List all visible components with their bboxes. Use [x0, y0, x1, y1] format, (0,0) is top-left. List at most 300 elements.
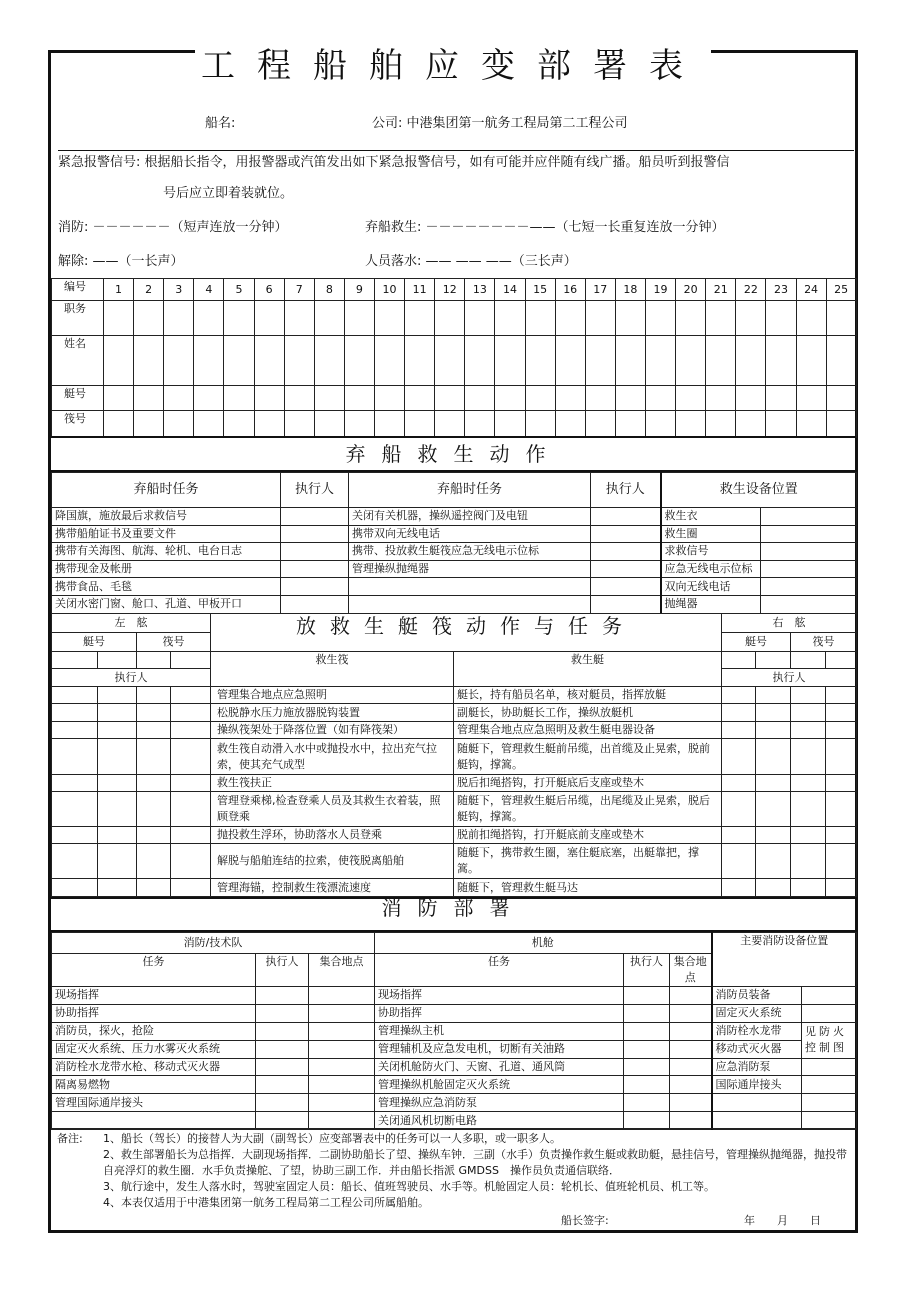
crew-entry-cell[interactable]	[465, 386, 495, 411]
table-row	[52, 336, 857, 386]
crew-row-label: 编号	[52, 279, 104, 301]
crew-entry-cell[interactable]	[224, 301, 254, 336]
abandon-task	[349, 578, 591, 596]
crew-entry-cell[interactable]	[525, 411, 555, 438]
crew-entry-cell[interactable]	[766, 336, 796, 386]
port-executor-cell[interactable]	[52, 687, 98, 704]
crew-entry-cell[interactable]	[736, 336, 766, 386]
port-executor-cell[interactable]	[171, 827, 211, 844]
crew-entry-cell[interactable]	[344, 301, 374, 336]
executor-cell[interactable]	[256, 1040, 309, 1058]
starboard-boat-cell[interactable]	[826, 652, 857, 669]
starboard-executor-cell[interactable]	[826, 879, 857, 897]
starboard-executor-cell[interactable]	[722, 844, 756, 879]
port-executor-cell[interactable]	[171, 687, 211, 704]
port-executor-cell[interactable]	[98, 722, 137, 739]
crew-number: 10	[374, 279, 404, 301]
crew-entry-cell[interactable]	[254, 386, 284, 411]
table-row	[52, 1076, 857, 1094]
crew-entry-cell[interactable]	[465, 411, 495, 438]
crew-entry-cell[interactable]	[374, 301, 404, 336]
executor-cell[interactable]	[256, 987, 309, 1005]
starboard-executor-cell[interactable]	[791, 687, 826, 704]
starboard-executor-cell[interactable]	[722, 739, 756, 775]
starboard-executor-cell[interactable]	[756, 704, 791, 722]
fire-signal: 消防: －－－－－－（短声连放一分钟）	[58, 220, 288, 235]
crew-entry-cell[interactable]	[314, 336, 344, 386]
equipment-item: 求救信号	[661, 543, 761, 561]
equipment-location[interactable]	[802, 1112, 857, 1130]
crew-entry-cell[interactable]	[344, 386, 374, 411]
muster-cell[interactable]	[670, 1094, 712, 1112]
starboard-executor-cell[interactable]	[826, 704, 857, 722]
starboard-executor-cell[interactable]	[756, 827, 791, 844]
table-row	[52, 987, 857, 1005]
port-executor-cell[interactable]	[137, 844, 171, 879]
crew-entry-cell[interactable]	[615, 301, 645, 336]
crew-entry-cell[interactable]	[374, 386, 404, 411]
crew-entry-cell[interactable]	[766, 301, 796, 336]
port-executor-cell[interactable]	[98, 792, 137, 827]
port-executor-cell[interactable]	[52, 879, 98, 897]
starboard-executor-cell[interactable]	[791, 844, 826, 879]
starboard-executor-cell[interactable]	[826, 827, 857, 844]
muster-cell[interactable]	[670, 1076, 712, 1094]
starboard-executor-cell[interactable]	[722, 827, 756, 844]
equipment-location[interactable]	[761, 595, 857, 613]
crew-number: 1	[104, 279, 134, 301]
table-row	[52, 560, 857, 578]
executor-cell[interactable]	[281, 543, 349, 561]
muster-cell[interactable]	[309, 1022, 375, 1040]
crew-entry-cell[interactable]	[405, 411, 435, 438]
crew-entry-cell[interactable]	[585, 386, 615, 411]
port-executor-cell[interactable]	[171, 739, 211, 775]
executor-cell[interactable]	[624, 1076, 670, 1094]
col-header: 任务	[375, 954, 624, 987]
executor-cell[interactable]	[256, 1022, 309, 1040]
abandon-task: 携带有关海图、航海、轮机、电台日志	[52, 543, 281, 561]
engine-task: 关闭机舱防火门、天窗、孔道、通风筒	[375, 1058, 624, 1076]
crew-entry-cell[interactable]	[676, 336, 706, 386]
raft-no-label: 筏号	[791, 633, 857, 652]
crew-number: 4	[194, 279, 224, 301]
company-name: 公司: 中港集团第一航务工程局第二工程公司	[372, 116, 628, 131]
crew-number: 20	[676, 279, 706, 301]
crew-entry-cell[interactable]	[555, 301, 585, 336]
col-header: 执行人	[624, 954, 670, 987]
equipment-location[interactable]	[761, 508, 857, 526]
crew-entry-cell[interactable]	[645, 386, 675, 411]
crew-entry-cell[interactable]	[374, 411, 404, 438]
muster-cell[interactable]	[309, 1076, 375, 1094]
executor-cell[interactable]	[624, 1040, 670, 1058]
muster-cell[interactable]	[670, 1004, 712, 1022]
starboard-executor-cell[interactable]	[722, 722, 756, 739]
crew-entry-cell[interactable]	[284, 386, 314, 411]
table-row	[52, 844, 857, 879]
executor-cell[interactable]	[591, 595, 661, 613]
starboard-boat-cell[interactable]	[756, 652, 791, 669]
abandon-task: 携带、投放救生艇筏应急无线电示位标	[349, 543, 591, 561]
crew-entry-cell[interactable]	[826, 386, 856, 411]
crew-entry-cell[interactable]	[254, 336, 284, 386]
starboard-executor-cell[interactable]	[722, 775, 756, 792]
crew-entry-cell[interactable]	[314, 301, 344, 336]
boat-task: 随艇下，管理救生艇前吊缆，出首缆及止晃索，脱前艇钩，撑篙。	[454, 739, 722, 775]
lifeboat-heading: 放救生艇筏动作与任务	[211, 614, 722, 652]
executor-cell[interactable]	[591, 525, 661, 543]
crew-entry-cell[interactable]	[134, 301, 164, 336]
executor-cell[interactable]	[281, 595, 349, 613]
executor-cell[interactable]	[256, 1058, 309, 1076]
starboard-executor-cell[interactable]	[791, 704, 826, 722]
crew-entry-cell[interactable]	[194, 336, 224, 386]
executor-cell[interactable]	[256, 1094, 309, 1112]
port-executor-cell[interactable]	[137, 704, 171, 722]
crew-entry-cell[interactable]	[435, 411, 465, 438]
port-executor-cell[interactable]	[171, 792, 211, 827]
port-executor-cell[interactable]	[137, 775, 171, 792]
crew-entry-cell[interactable]	[254, 301, 284, 336]
crew-entry-cell[interactable]	[164, 411, 194, 438]
raft-task: 救生筏自动滑入水中或抛投水中，拉出充气拉索，使其充气成型	[211, 739, 454, 775]
executor-cell[interactable]	[281, 578, 349, 596]
muster-cell[interactable]	[670, 1112, 712, 1130]
crew-entry-cell[interactable]	[585, 336, 615, 386]
table-row	[52, 578, 857, 596]
crew-entry-cell[interactable]	[766, 386, 796, 411]
port-executor-cell[interactable]	[98, 704, 137, 722]
starboard-executor-cell[interactable]	[791, 879, 826, 897]
muster-cell[interactable]	[309, 1004, 375, 1022]
fire-equipment-item	[712, 1112, 802, 1130]
starboard-executor-cell[interactable]	[791, 775, 826, 792]
port-executor-cell[interactable]	[171, 775, 211, 792]
equipment-location[interactable]	[761, 578, 857, 596]
crew-entry-cell[interactable]	[706, 411, 736, 438]
crew-entry-cell[interactable]	[465, 336, 495, 386]
starboard-executor-cell[interactable]	[826, 775, 857, 792]
starboard-executor-cell[interactable]	[756, 879, 791, 897]
port-executor-cell[interactable]	[171, 879, 211, 897]
crew-entry-cell[interactable]	[194, 301, 224, 336]
executor-cell[interactable]	[624, 1058, 670, 1076]
crew-entry-cell[interactable]	[525, 336, 555, 386]
port-boat-cell[interactable]	[52, 652, 98, 669]
crew-entry-cell[interactable]	[435, 301, 465, 336]
port-executor-cell[interactable]	[137, 739, 171, 775]
crew-entry-cell[interactable]	[405, 301, 435, 336]
starboard-executor-cell[interactable]	[722, 792, 756, 827]
crew-entry-cell[interactable]	[676, 411, 706, 438]
port-executor-cell[interactable]	[137, 792, 171, 827]
starboard-executor-cell[interactable]	[722, 704, 756, 722]
port-executor-cell[interactable]	[137, 827, 171, 844]
crew-entry-cell[interactable]	[615, 336, 645, 386]
port-executor-cell[interactable]	[98, 827, 137, 844]
crew-entry-cell[interactable]	[224, 386, 254, 411]
crew-entry-cell[interactable]	[555, 386, 585, 411]
crew-entry-cell[interactable]	[706, 301, 736, 336]
note-2: 2、救生部署船长为总指挥．大副现场指挥．二副协助船长了望、操纵车钟．三副（水手）负责操作救生艇或救助艇，悬挂信号，管理操纵抛绳器，抛投带自亮浮灯的救生圈．水手负责操舵、了望，协助三副工作．并由船长指派 GMDSS 操作员负责通信联络．	[103, 1148, 847, 1177]
executor-cell[interactable]	[591, 578, 661, 596]
starboard-executor-cell[interactable]	[826, 739, 857, 775]
crew-entry-cell[interactable]	[134, 386, 164, 411]
executor-cell[interactable]	[256, 1076, 309, 1094]
starboard-boat-cell[interactable]	[722, 652, 756, 669]
engine-task: 关闭通风机切断电路	[375, 1112, 624, 1130]
muster-cell[interactable]	[670, 987, 712, 1005]
muster-cell[interactable]	[309, 1094, 375, 1112]
crew-number: 2	[134, 279, 164, 301]
crew-entry-cell[interactable]	[104, 411, 134, 438]
crew-entry-cell[interactable]	[284, 301, 314, 336]
note-3: 3、航行途中，发生人落水时，驾驶室固定人员：船长、值班驾驶员、水手等。机舱固定人员：轮机长、值班轮机员、机工等。	[103, 1180, 715, 1193]
port-boat-cell[interactable]	[98, 652, 137, 669]
crew-entry-cell[interactable]	[344, 411, 374, 438]
port-executor-cell[interactable]	[98, 844, 137, 879]
executor-cell[interactable]	[624, 987, 670, 1005]
table-row	[52, 301, 857, 336]
starboard-executor-cell[interactable]	[791, 722, 826, 739]
starboard-executor-cell[interactable]	[722, 687, 756, 704]
port-executor-cell[interactable]	[52, 844, 98, 879]
port-executor-cell[interactable]	[52, 704, 98, 722]
equipment-item: 应急无线电示位标	[661, 560, 761, 578]
port-executor-cell[interactable]	[171, 704, 211, 722]
fire-team-task: 管理国际通岸接头	[52, 1094, 256, 1112]
fire-team-task	[52, 1112, 256, 1130]
executor-cell[interactable]	[256, 1004, 309, 1022]
muster-cell[interactable]	[670, 1058, 712, 1076]
equipment-item: 抛绳器	[661, 595, 761, 613]
crew-entry-cell[interactable]	[194, 386, 224, 411]
port-executor-cell[interactable]	[98, 879, 137, 897]
crew-entry-cell[interactable]	[736, 386, 766, 411]
col-header: 弃船时任务	[349, 473, 591, 508]
table-row	[52, 473, 857, 508]
crew-entry-cell[interactable]	[826, 301, 856, 336]
muster-cell[interactable]	[309, 1058, 375, 1076]
crew-entry-cell[interactable]	[374, 336, 404, 386]
crew-entry-cell[interactable]	[555, 411, 585, 438]
fire-team-task: 现场指挥	[52, 987, 256, 1005]
crew-row-label: 职务	[52, 301, 104, 336]
crew-number: 19	[645, 279, 675, 301]
port-side-label: 左 舷	[52, 614, 211, 633]
crew-entry-cell[interactable]	[314, 411, 344, 438]
engine-task: 协助指挥	[375, 1004, 624, 1022]
port-boat-cell[interactable]	[171, 652, 211, 669]
equipment-location[interactable]	[802, 1058, 857, 1076]
release-signal: 解除: ——（一长声）	[58, 254, 184, 269]
starboard-executor-cell[interactable]	[826, 792, 857, 827]
crew-entry-cell[interactable]	[525, 301, 555, 336]
crew-entry-cell[interactable]	[495, 336, 525, 386]
muster-cell[interactable]	[670, 1040, 712, 1058]
raft-no-label: 筏号	[137, 633, 211, 652]
crew-entry-cell[interactable]	[254, 411, 284, 438]
port-executor-cell[interactable]	[171, 722, 211, 739]
crew-entry-cell[interactable]	[796, 301, 826, 336]
fire-equipment-item: 消防员装备	[712, 987, 802, 1005]
starboard-executor-cell[interactable]	[826, 844, 857, 879]
crew-entry-cell[interactable]	[495, 411, 525, 438]
table-row	[52, 614, 857, 633]
crew-entry-cell[interactable]	[706, 336, 736, 386]
crew-entry-cell[interactable]	[796, 411, 826, 438]
starboard-executor-cell[interactable]	[791, 739, 826, 775]
port-executor-cell[interactable]	[137, 687, 171, 704]
executor-cell[interactable]	[591, 508, 661, 526]
executor-cell[interactable]	[281, 525, 349, 543]
crew-entry-cell[interactable]	[585, 411, 615, 438]
col-header: 执行人	[591, 473, 661, 508]
muster-cell[interactable]	[670, 1022, 712, 1040]
table-row	[52, 687, 857, 704]
equipment-location[interactable]	[761, 560, 857, 578]
fire-team-task: 协助指挥	[52, 1004, 256, 1022]
port-executor-cell[interactable]	[137, 879, 171, 897]
crew-entry-cell[interactable]	[164, 301, 194, 336]
starboard-executor-cell[interactable]	[826, 722, 857, 739]
crew-entry-cell[interactable]	[676, 301, 706, 336]
executor-cell[interactable]	[624, 1112, 670, 1130]
crew-entry-cell[interactable]	[435, 336, 465, 386]
crew-entry-cell[interactable]	[284, 411, 314, 438]
equipment-location[interactable]	[802, 1076, 857, 1094]
crew-entry-cell[interactable]	[615, 411, 645, 438]
port-executor-cell[interactable]	[52, 739, 98, 775]
crew-entry-cell[interactable]	[194, 411, 224, 438]
port-boat-cell[interactable]	[137, 652, 171, 669]
starboard-executor-cell[interactable]	[756, 792, 791, 827]
crew-entry-cell[interactable]	[736, 411, 766, 438]
muster-cell[interactable]	[309, 1040, 375, 1058]
port-executor-cell[interactable]	[98, 687, 137, 704]
table-row	[52, 411, 857, 438]
crew-entry-cell[interactable]	[224, 336, 254, 386]
executor-cell[interactable]	[256, 1112, 309, 1130]
port-executor-cell[interactable]	[52, 722, 98, 739]
crew-entry-cell[interactable]	[796, 336, 826, 386]
crew-number: 24	[796, 279, 826, 301]
table-row	[52, 722, 857, 739]
col-header-boat: 救生艇	[454, 652, 722, 687]
starboard-side-label: 右 舷	[722, 614, 857, 633]
crew-entry-cell[interactable]	[555, 336, 585, 386]
engine-task: 管理操纵主机	[375, 1022, 624, 1040]
port-executor-cell[interactable]	[137, 722, 171, 739]
crew-entry-cell[interactable]	[615, 386, 645, 411]
crew-entry-cell[interactable]	[405, 386, 435, 411]
port-executor-cell[interactable]	[52, 827, 98, 844]
crew-entry-cell[interactable]	[645, 301, 675, 336]
crew-entry-cell[interactable]	[645, 411, 675, 438]
equipment-location[interactable]	[761, 543, 857, 561]
crew-entry-cell[interactable]	[495, 386, 525, 411]
crew-entry-cell[interactable]	[826, 336, 856, 386]
crew-entry-cell[interactable]	[344, 336, 374, 386]
crew-number: 14	[495, 279, 525, 301]
table-row	[52, 792, 857, 827]
equipment-location[interactable]	[802, 1094, 857, 1112]
port-executor-cell[interactable]	[52, 775, 98, 792]
executor-cell[interactable]	[281, 560, 349, 578]
executor-cell[interactable]	[624, 1022, 670, 1040]
crew-entry-cell[interactable]	[525, 386, 555, 411]
crew-entry-cell[interactable]	[706, 386, 736, 411]
crew-entry-cell[interactable]	[224, 411, 254, 438]
crew-row-label: 艇号	[52, 386, 104, 411]
starboard-boat-cell[interactable]	[791, 652, 826, 669]
crew-entry-cell[interactable]	[826, 411, 856, 438]
crew-row-label: 姓名	[52, 336, 104, 386]
starboard-executor-cell[interactable]	[826, 687, 857, 704]
starboard-executor-cell[interactable]	[756, 775, 791, 792]
crew-entry-cell[interactable]	[405, 336, 435, 386]
executor-cell[interactable]	[281, 508, 349, 526]
port-executor-cell[interactable]	[52, 792, 98, 827]
crew-entry-cell[interactable]	[164, 386, 194, 411]
starboard-executor-cell[interactable]	[722, 879, 756, 897]
crew-entry-cell[interactable]	[134, 336, 164, 386]
crew-entry-cell[interactable]	[134, 411, 164, 438]
crew-entry-cell[interactable]	[104, 301, 134, 336]
starboard-executor-cell[interactable]	[756, 687, 791, 704]
muster-cell[interactable]	[309, 987, 375, 1005]
crew-entry-cell[interactable]	[645, 336, 675, 386]
starboard-executor-cell[interactable]	[756, 844, 791, 879]
crew-entry-cell[interactable]	[284, 336, 314, 386]
port-executor-cell[interactable]	[98, 739, 137, 775]
port-executor-cell[interactable]	[171, 844, 211, 879]
starboard-executor-cell[interactable]	[756, 722, 791, 739]
equipment-location[interactable]	[761, 525, 857, 543]
starboard-executor-cell[interactable]	[756, 739, 791, 775]
equipment-location[interactable]	[802, 987, 857, 1005]
crew-entry-cell[interactable]	[766, 411, 796, 438]
crew-entry-cell[interactable]	[495, 301, 525, 336]
table-row	[52, 652, 857, 669]
boat-task: 副艇长，协助艇长工作，操纵放艇机	[454, 704, 722, 722]
crew-entry-cell[interactable]	[736, 301, 766, 336]
equipment-location[interactable]	[802, 1004, 857, 1022]
crew-entry-cell[interactable]	[104, 336, 134, 386]
muster-cell[interactable]	[309, 1112, 375, 1130]
crew-entry-cell[interactable]	[796, 386, 826, 411]
crew-entry-cell[interactable]	[164, 336, 194, 386]
executor-cell[interactable]	[624, 1094, 670, 1112]
executor-cell[interactable]	[591, 560, 661, 578]
executor-cell[interactable]	[591, 543, 661, 561]
boat-task: 脱前扣绳搭钩，打开艇底前支座或垫木	[454, 827, 722, 844]
port-executor-cell[interactable]	[98, 775, 137, 792]
starboard-executor-cell[interactable]	[791, 827, 826, 844]
crew-entry-cell[interactable]	[465, 301, 495, 336]
crew-entry-cell[interactable]	[585, 301, 615, 336]
executor-cell[interactable]	[624, 1004, 670, 1022]
crew-entry-cell[interactable]	[104, 386, 134, 411]
alarm-line-1: 紧急报警信号: 根据船长指令，用报警器或汽笛发出如下紧急报警信号，如有可能并应伴随有线广播。船员听到报警信	[58, 155, 730, 170]
crew-entry-cell[interactable]	[676, 386, 706, 411]
starboard-executor-cell[interactable]	[791, 792, 826, 827]
col-header: 集合地点	[670, 954, 712, 987]
crew-entry-cell[interactable]	[314, 386, 344, 411]
boat-task: 管理集合地点应急照明及救生艇电器设备	[454, 722, 722, 739]
crew-entry-cell[interactable]	[435, 386, 465, 411]
